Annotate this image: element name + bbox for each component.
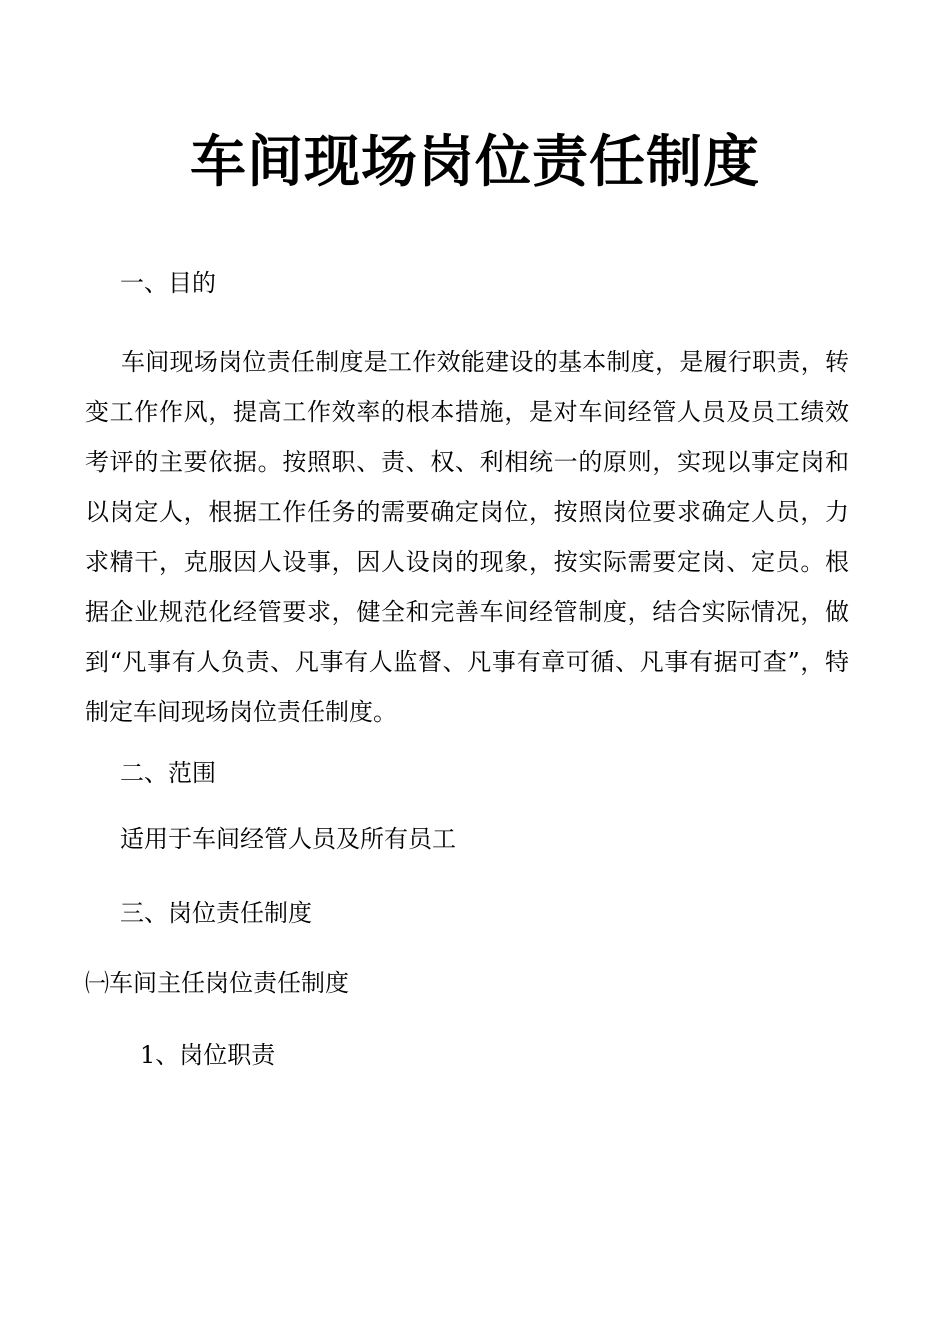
scope-text: 适用于车间经管人员及所有员工 xyxy=(120,825,456,853)
section-heading-responsibility: 三、岗位责任制度 xyxy=(120,899,312,927)
subsection-heading-workshop-director: ㈠车间主任岗位责任制度 xyxy=(85,969,349,997)
document-title: 车间现场岗位责任制度 xyxy=(190,130,760,195)
purpose-paragraph: 车间现场岗位责任制度是工作效能建设的基本制度，是履行职责，转变工作作风，提高工作效率的根本措施，是对车间经管人员及员工绩效考评的主要依据。按照职、责、权、利相统一的原则，实现以事定岗和以岗定人，根据工作任务的需要确定岗位，按照岗位要求确定人员，力求精干，克服因人设事，因人设岗的现象，按实际需要定岗、定员。根据企业规范化经管要求，健全和完善车间经管制度，结合实际情况，做到“凡事有人负责、凡事有人监督、凡事有章可循、凡事有据可查”，特制定车间现场岗位责任制度。 xyxy=(85,348,849,726)
section-heading-purpose: 一、目的 xyxy=(120,269,216,297)
section-heading-scope: 二、范围 xyxy=(120,759,216,787)
item-job-duties: 1、岗位职责 xyxy=(140,1041,276,1069)
